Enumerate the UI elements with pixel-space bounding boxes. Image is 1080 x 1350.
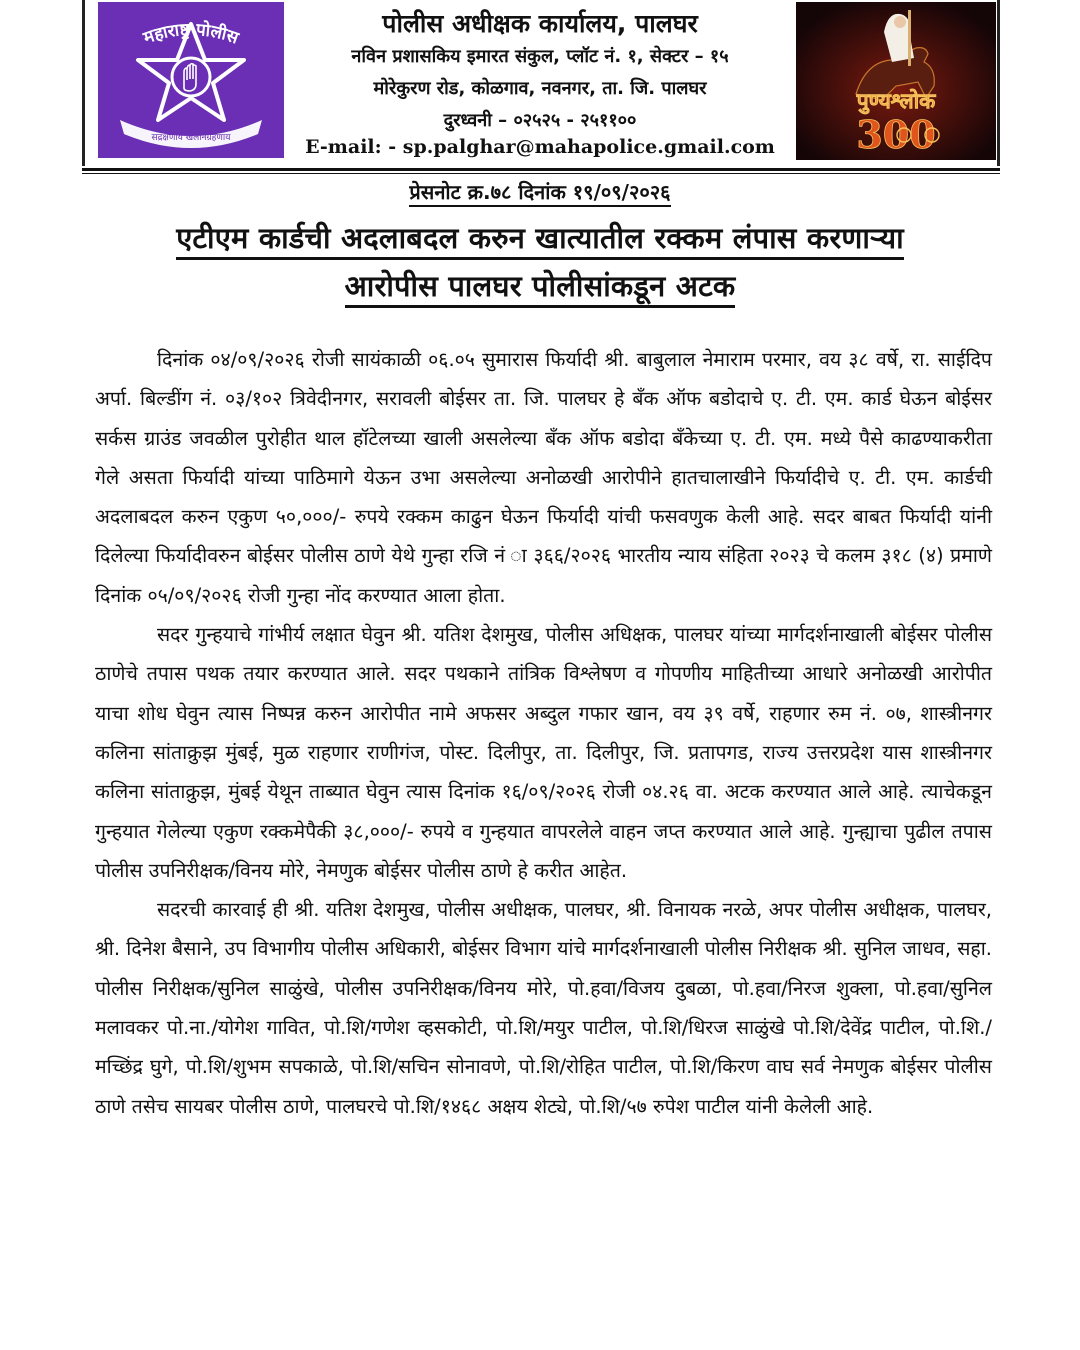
paragraph-arrest: सदर गुन्हयाचे गांभीर्य लक्षात घेवुन श्री. यतिश देशमुख, पोलीस अधिक्षक, पालघर यांच्या मार्गदर्शनाखाली बोईसर पोलीस ठाणेचे तपास पथक तयार करण्यात आले. सदर पथकाने तांत्रिक विश्लेषण व गोपणीय माहितीच्या आधारे अनोळखी आरोपीत याचा शोध घेवुन त्यास निष्पन्न करुन आरोपीत नामे अफसर अब्दुल गफार खान, वय ३९ वर्षे, राहणार रुम नं. ०७, शास्त्रीनगर कलिना सांताक्रुझ मुंबई, मुळ राहणार राणीगंज, पोस्ट. दिलीपुर, ता. दिलीपुर, जि. प्रतापगड, राज्य उत्तरप्रदेश यास शास्त्रीनगर कलिना सांताक्रुझ, मुंबई येथून ताब्यात घेवुन त्यास दिनांक १६/०९/२०२६ रोजी ०४.२६ वा. अटक करण्यात आले आहे. त्याचेकडून गुन्हयात गेलेल्या एकुण रक्कमेपैकी ३८,०००/- रुपये व गुन्हयात वापरलेले वाहन जप्त करण्यात आले आहे. गुन्ह्याचा पुढील तपास पोलीस उपनिरीक्षक/विनय मोरे, नेमणुक बोईसर पोलीस ठाणे हे करीत आहेत. bbox=[95, 623, 992, 882]
header-divider-thin bbox=[82, 173, 1000, 174]
office-title: पोलीस अधीक्षक कार्यालय, पालघर bbox=[382, 9, 698, 38]
logo-top-text: महाराष्ट्र पोलीस bbox=[140, 19, 241, 49]
headline-line-2 bbox=[0, 266, 1080, 305]
logo-motto: सद्रक्षणाय खलनिग्रहणाय bbox=[151, 133, 231, 143]
header-divider-thick bbox=[82, 168, 1000, 171]
punyashlok-300-logo bbox=[796, 2, 996, 160]
headline-text-2: आरोपीस पालघर पोलीसांकडून अटक bbox=[345, 269, 736, 308]
press-note-text: प्रेसनोट क्र.७८ दिनांक १९/०९/२०२६ bbox=[409, 180, 670, 207]
paragraph-team: सदरची कारवाई ही श्री. यतिश देशमुख, पोलीस अधीक्षक, पालघर, श्री. विनायक नरळे, अपर पोलीस अधीक्षक, पालघर, श्री. दिनेश बैसाने, उप विभागीय पोलीस अधिकारी, बोईसर विभाग यांचे मार्गदर्शनाखाली पोलीस निरीक्षक श्री. सुनिल जाधव, सहा. पोलीस निरीक्षक/सुनिल साळुंखे, पोलीस उपनिरीक्षक/विनय मोरे, पो.हवा/विजय दुबळा, पो.हवा/निरज शुक्ला, पो.हवा/सुनिल मलावकर पो.ना./योगेश गावित, पो.शि/गणेश व्हसकोटी, पो.शि/मयुर पाटील, पो.शि/धिरज साळुंखे पो.शि/देवेंद्र पाटील, पो.शि./मच्छिंद्र घुगे, पो.शि/शुभम सपकाळे, पो.शि/सचिन सोनावणे, पो.शि/रोहित पाटील, पो.शि/किरण वाघ सर्व नेमणुक बोईसर पोलीस ठाणे तसेच सायबर पोलीस ठाणे, पालघरचे पो.शि/१४६८ अक्षय शेट्ये, पो.शि/५७ रुपेश पाटील यांनी केलेली आहे. bbox=[95, 898, 992, 1118]
press-release-body bbox=[95, 340, 992, 1126]
press-note-number bbox=[0, 178, 1080, 205]
logo-300-text: 300 bbox=[856, 112, 936, 157]
headline-line-1 bbox=[0, 218, 1080, 257]
address-line-1: नविन प्रशासकिय इमारत संकुल, प्लॉट नं. १, सेक्टर – १५ bbox=[351, 46, 729, 67]
headline-text-1: एटीएम कार्डची अदलाबदल करुन खात्यातील रक्कम लंपास करणाऱ्या bbox=[176, 221, 904, 260]
email-address: E-mail: - sp.palghar@mahapolice.gmail.com bbox=[305, 136, 775, 158]
address-line-2: मोरेकुरण रोड, कोळगाव, नवनगर, ता. जि. पालघर bbox=[373, 78, 707, 99]
paragraph-incident: दिनांक ०४/०९/२०२६ रोजी सायंकाळी ०६.०५ सुमारास फिर्यादी श्री. बाबुलाल नेमाराम परमार, वय ३८ वर्षे, रा. साईदिप अर्पा. बिल्डींग नं. ०३/१०२ त्रिवेदीनगर, सरावली बोईसर ता. जि. पालघर हे बँक ऑफ बडोदाचे ए. टी. एम. कार्ड घेऊन बोईसर सर्कस ग्राउंड जवळील पुरोहीत थाल हॉटेलच्या खाली असलेल्या बँक ऑफ बडोदा बँकेच्या ए. टी. एम. मध्ये पैसे काढण्याकरीता गेले असता फिर्यादी यांच्या पाठिमागे येऊन उभा असलेल्या अनोळखी आरोपीने हातचालाखीने फिर्यादीचे ए. टी. एम. कार्डची अदलाबदल करुन एकुण ५०,०००/- रुपये रक्कम काढुन घेऊन फिर्यादी यांची फसवणुक केली आहे. सदर बाबत फिर्यादी यांनी दिलेल्या फिर्यादीवरुन बोईसर पोलीस ठाणे येथे गुन्हा रजि नं ा ३६६/२०२६ भारतीय न्याय संहिता २०२३ चे कलम ३१८ (४) प्रमाणे दिनांक ०५/०९/२०२६ रोजी गुन्हा नोंद करण्यात आला होता. bbox=[95, 348, 992, 607]
maharashtra-police-logo bbox=[98, 2, 284, 158]
phone-number: दुरध्वनी – ०२५२५ - २५११०० bbox=[443, 110, 637, 131]
horse-rider-emblem-icon bbox=[796, 2, 996, 160]
office-details bbox=[290, 0, 790, 166]
police-star-emblem-icon bbox=[98, 2, 284, 158]
logo-punyashlok-text: पुण्यश्लोक bbox=[856, 89, 936, 113]
